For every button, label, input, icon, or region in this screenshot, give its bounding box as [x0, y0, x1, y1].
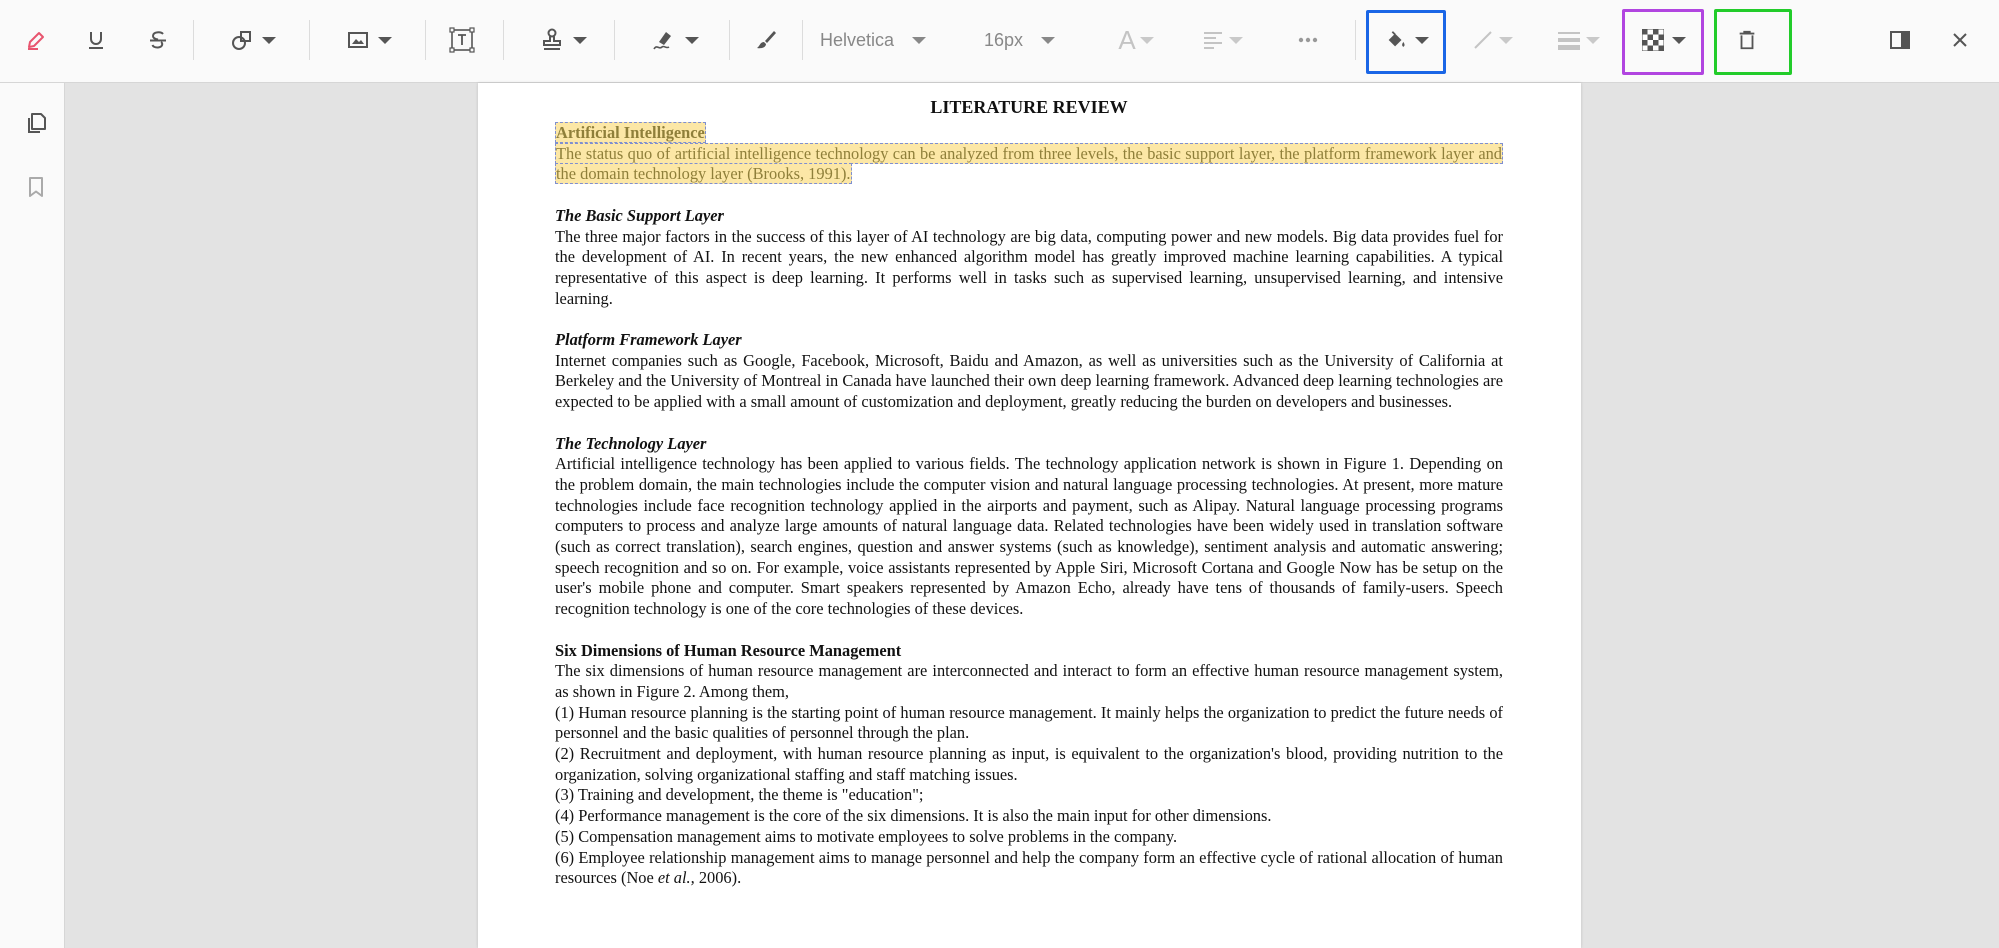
opacity-highlight-box	[1622, 9, 1704, 75]
font-family-value: Helvetica	[820, 29, 895, 50]
text-box-tool-button[interactable]	[444, 22, 480, 58]
chevron-down-icon	[378, 37, 392, 44]
signature-pen-icon	[651, 27, 677, 53]
paragraph-six-intro: The six dimensions of human resource management are interconnected and interact to form an effective human resource management system, as shown in Figure 2. Among them,	[555, 661, 1503, 701]
shape-tool-button[interactable]	[224, 22, 282, 58]
paragraph-technology: Artificial intelligence technology has been applied to various fields. The technology application network is shown in Figure 1. Depending on the problem domain, the main technologies include the computer vision and natural language processing technologies. At present, more mature technologies include face recognition technology applied in the airports and payment, such as Alipay. Natural language processing programs computers to process and analyze large amounts of natural language data. Related technologies have been widely used in translation software (such as correct translation), search engines, question and answer systems (such as knowledge), sentiment analysis and automatic answering; speech recognition and so on. For example, voice assistants represented by Apple Siri, Microsoft Cortana and Google Now has be setup on the user's mobile phone and computer. Smart speakers represented by Amazon Echo, already have tens of thousands of family-users. Speech recognition technology is one of the core technologies of these devices.	[555, 454, 1503, 619]
left-sidebar	[0, 83, 65, 948]
strikethrough-tool-button[interactable]	[140, 22, 176, 58]
list-item	[555, 848, 1503, 889]
stamp-tool-button[interactable]	[530, 22, 596, 58]
ink-brush-button[interactable]	[748, 22, 784, 58]
paragraph-platform: Internet companies such as Google, Facebook, Microsoft, Baidu and Amazon, as well as universities such as the University of California at Berkeley and the University of Montreal in Canada have launched their own deep learning framework. Advanced deep learning technologies are expected to be applied with a small amount of customization and deployment, greatly reducing the burden on developers and businesses.	[555, 350, 1503, 412]
toolbar-divider	[425, 20, 426, 60]
highlighted-paragraph[interactable]	[555, 144, 1503, 185]
chevron-down-icon	[573, 37, 587, 44]
section-heading-six-dimensions: Six Dimensions of Human Resource Management	[555, 640, 902, 660]
text-box-icon	[449, 27, 475, 53]
list-item: (1) Human resource planning is the starting point of human resource management. It mainly helps the organization to predict the future needs of personnel and the basic qualities of personnel through the plan.	[555, 702, 1503, 743]
toolbar-divider	[802, 20, 803, 60]
copy-pages-icon	[24, 111, 48, 135]
section-heading-technology: The Technology Layer	[555, 433, 707, 453]
toolbar-divider	[503, 20, 504, 60]
underline-tool-button[interactable]	[78, 22, 114, 58]
stroke-color-button[interactable]	[1464, 22, 1520, 58]
font-color-button[interactable]	[1112, 22, 1160, 58]
chevron-down-icon	[1140, 37, 1154, 44]
stroke-width-button[interactable]	[1550, 22, 1606, 58]
line-weight-icon	[1556, 28, 1582, 52]
stamp-icon	[539, 27, 565, 53]
font-size-value: 16px	[984, 29, 1024, 50]
chevron-down-icon	[262, 37, 276, 44]
highlighted-heading[interactable]	[555, 123, 1503, 144]
image-icon	[346, 28, 370, 52]
text-align-button[interactable]	[1194, 22, 1250, 58]
more-options-button[interactable]	[1290, 22, 1326, 58]
chevron-down-icon	[912, 37, 926, 44]
toolbar	[0, 0, 1999, 83]
document-content	[555, 97, 1503, 889]
close-icon	[1949, 29, 1971, 51]
more-horizontal-icon	[1296, 28, 1320, 52]
font-family-select[interactable]	[820, 22, 946, 58]
brush-icon	[754, 28, 778, 52]
item6-text: (6) Employee relationship management aims to manage personnel and help the company form an effective cycle of rational allocation of human resources (Noe	[555, 847, 1503, 888]
item6-citation-italic: et al.,	[657, 868, 695, 888]
document-page	[478, 83, 1581, 948]
toolbar-divider	[729, 20, 730, 60]
close-button[interactable]	[1942, 22, 1978, 58]
sidebar-item-pages[interactable]	[18, 105, 54, 141]
section-heading-basic: The Basic Support Layer	[555, 205, 724, 225]
sidebar-item-bookmarks[interactable]	[18, 169, 54, 205]
image-tool-button[interactable]	[340, 22, 398, 58]
toolbar-divider	[193, 20, 194, 60]
toolbar-divider	[1355, 20, 1356, 60]
signature-tool-button[interactable]	[643, 22, 707, 58]
align-left-icon	[1201, 28, 1225, 52]
font-size-select[interactable]	[984, 22, 1064, 58]
fill-color-highlight-box	[1366, 10, 1446, 74]
item6-text-end: 2006).	[694, 868, 742, 888]
highlight-tool-button[interactable]	[18, 22, 54, 58]
chevron-down-icon	[1499, 37, 1513, 44]
line-color-icon	[1471, 28, 1495, 52]
font-color-glyph: A	[1118, 24, 1136, 55]
ai-heading: Artificial Intelligence	[556, 123, 705, 142]
chevron-down-icon	[685, 37, 699, 44]
toolbar-divider	[614, 20, 615, 60]
toolbar-divider	[309, 20, 310, 60]
bookmark-icon	[24, 175, 48, 199]
shapes-icon	[230, 28, 254, 52]
chevron-down-icon	[1586, 37, 1600, 44]
list-item: (2) Recruitment and deployment, with human resource planning as input, is equivalent to the organization's blood, providing nutrition to the organization, solving organizational staffing and staff matching issues.	[555, 744, 1503, 784]
paragraph-basic: The three major factors in the success of this layer of AI technology are big data, computing power and new models. Big data provides fuel for the development of AI. In recent years, the new enhanced algorithm model has greatly improved machine learning capabilities. A typical representative of this aspect is deep learning. It performs well in tasks such as supervised learning, unsupervised learning, and intensive learning.	[555, 226, 1503, 308]
ai-text: The status quo of artificial intelligence technology can be analyzed from three levels, the basic support layer, the platform framework layer and the domain technology layer (Brooks, 1991).	[556, 143, 1502, 184]
highlighter-icon	[24, 28, 48, 52]
section-heading-platform: Platform Framework Layer	[555, 330, 742, 349]
strikethrough-icon	[146, 28, 170, 52]
document-title: LITERATURE REVIEW	[930, 97, 1128, 117]
chevron-down-icon	[1229, 37, 1243, 44]
side-panel-icon	[1888, 28, 1912, 52]
toggle-panel-button[interactable]	[1882, 22, 1918, 58]
delete-highlight-box	[1714, 9, 1792, 75]
list-item: (4) Performance management is the core of the six dimensions. It is also the main input for other dimensions.	[555, 806, 1272, 826]
underline-icon	[84, 28, 108, 52]
list-item: (5) Compensation management aims to motivate employees to solve problems in the company.	[555, 826, 1178, 846]
list-item: (3) Training and development, the theme is "education";	[555, 785, 924, 805]
chevron-down-icon	[1041, 37, 1055, 44]
